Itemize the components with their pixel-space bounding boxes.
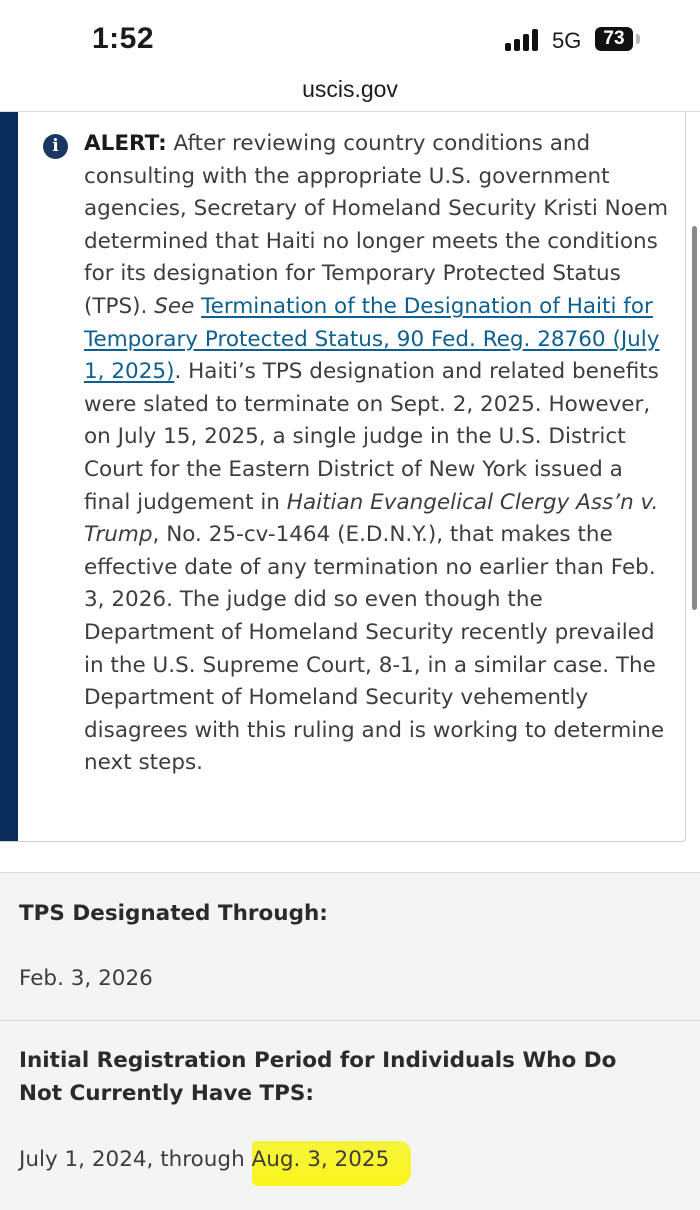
highlighted-date: Aug. 3, 2025 [252,1141,412,1186]
section-value [19,1147,411,1172]
registration-value-prefix: July 1, 2024, through [19,1147,252,1172]
section-title: Initial Registration Period for Individuals Who Do Not Currently Have TPS: [19,1048,617,1106]
alert-box [0,112,686,842]
url-text: uscis.gov [302,76,398,102]
info-icon: i [43,134,68,159]
alert-accent-stripe [0,112,18,841]
case-name: Haitian Evangelical Clergy Ass’n v. Trump [84,489,659,548]
scrollbar-thumb[interactable] [692,226,697,610]
address-bar[interactable] [0,70,700,112]
status-bar [0,0,700,70]
alert-text-part-2: . Haiti’s TPS designation and related benefits were slated to terminate on Sept. 2, 2025. However, on July 15, 2025, a single judge in the U.S. District Court for the Eastern District of New York issued a final judgement in [84,359,659,515]
tps-designated-section [0,872,700,1020]
alert-text-part-3: , No. 25-cv-1464 (E.D.N.Y.), that makes the effective date of any termination no earlier than Feb. 3, 2026. The judge did so even though the Department of Homeland Security recently prevailed in the U.S. Supreme Court, 8-1, in a similar case. The Department of Homeland Security vehemently disagrees with this ruling and is working to determine next steps. [84,522,665,776]
alert-message [84,128,674,780]
alert-text-part-1: After reviewing country conditions and consulting with the appropriate U.S. government agencies, Secretary of Homeland Security Kristi Noem determined that Haiti no longer meets the conditions for its designation for Temporary Protected Status (TPS). [84,131,669,319]
section-title: TPS Designated Through: [19,901,328,926]
battery-cap [636,34,640,44]
battery-icon: 73 [595,27,633,51]
registration-period-section [0,1020,700,1210]
status-time: 1:52 [92,22,155,55]
section-value: Feb. 3, 2026 [19,966,153,991]
alert-see: See [154,293,195,319]
signal-strength-icon [505,27,543,51]
network-type: 5G [552,28,582,53]
federal-register-link[interactable]: Termination of the Designation of Haiti for Temporary Protected Status, 90 Fed. Reg. 28760 (July 1, 2025) [84,293,660,385]
alert-label: ALERT: [84,131,167,156]
